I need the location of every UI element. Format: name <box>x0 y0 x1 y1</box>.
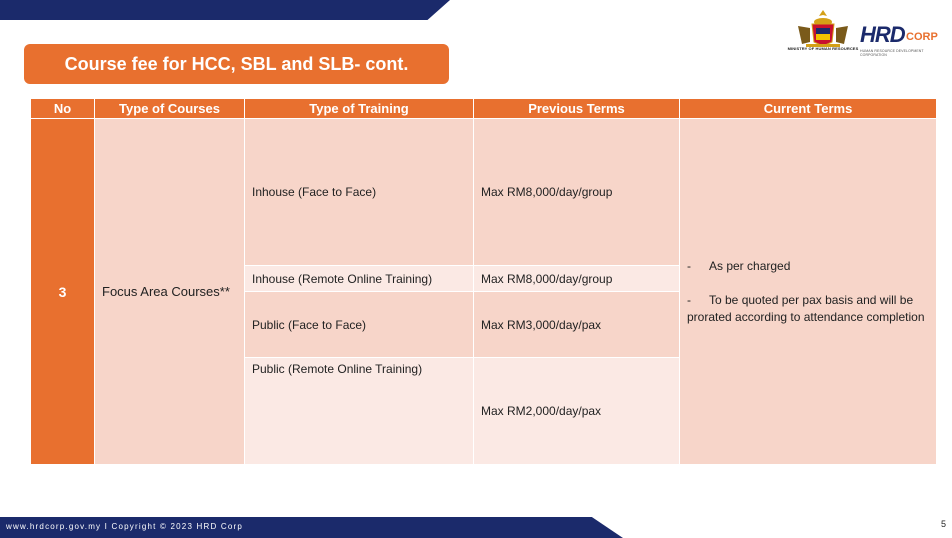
course-fee-table <box>30 98 937 465</box>
training-type-cell: Inhouse (Remote Online Training) <box>245 266 474 292</box>
previous-terms-cell: Max RM8,000/day/group <box>474 266 680 292</box>
current-terms-line-2: - To be quoted per pax basis and will be prorated according to attendance completion <box>687 292 925 324</box>
hrd-corp-logo <box>860 20 948 56</box>
slide-title: Course fee for HCC, SBL and SLB- cont. <box>24 44 449 84</box>
page-number: 5 <box>940 519 946 529</box>
training-type-cell: Public (Face to Face) <box>245 292 474 358</box>
table-row <box>31 119 937 266</box>
previous-terms-cell: Max RM8,000/day/group <box>474 119 680 266</box>
top-banner <box>0 0 450 20</box>
course-type-cell: Focus Area Courses** <box>95 119 245 465</box>
ministry-crest-logo <box>787 8 859 54</box>
table-header-row <box>31 99 937 119</box>
hrd-logo-word: HRD <box>860 22 905 47</box>
header-current-terms: Current Terms <box>680 99 937 119</box>
header-no: No <box>31 99 95 119</box>
training-type-cell: Inhouse (Face to Face) <box>245 119 474 266</box>
previous-terms-cell: Max RM2,000/day/pax <box>474 358 680 465</box>
previous-terms-cell: Max RM3,000/day/pax <box>474 292 680 358</box>
ministry-caption: MINISTRY OF HUMAN RESOURCES <box>787 46 859 51</box>
row-number: 3 <box>31 119 95 465</box>
header-previous-terms: Previous Terms <box>474 99 680 119</box>
current-terms-cell <box>680 119 937 465</box>
current-terms-line-1: - As per charged <box>687 258 791 273</box>
footer-copyright: www.hrdcorp.gov.my I Copyright © 2023 HRD Corp <box>6 522 244 531</box>
corp-logo-word: CORP <box>906 31 938 43</box>
hrd-caption: HUMAN RESOURCE DEVELOPMENT CORPORATION <box>860 49 924 57</box>
header-type-of-courses: Type of Courses <box>95 99 245 119</box>
header-type-of-training: Type of Training <box>245 99 474 119</box>
training-type-cell: Public (Remote Online Training) <box>245 358 474 465</box>
